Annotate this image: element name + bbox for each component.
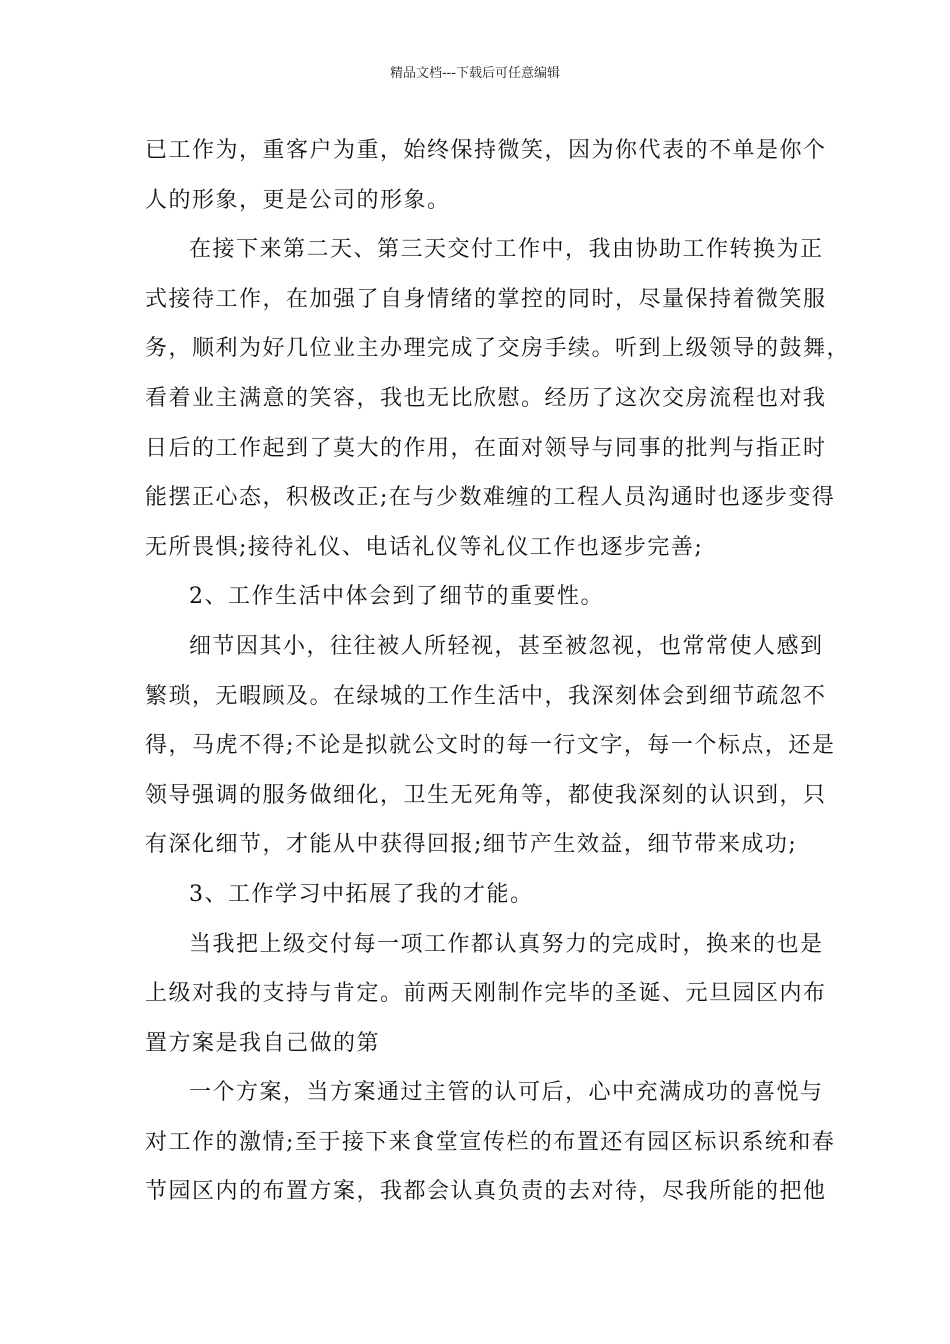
paragraph bbox=[145, 622, 836, 870]
paragraph bbox=[145, 870, 813, 920]
text-line: 看着业主满意的笑容，我也无比欣慰。经历了这次交房流程也对我 bbox=[145, 385, 827, 411]
paragraph bbox=[145, 126, 827, 225]
text-line: 人的形象，更是公司的形象。 bbox=[145, 187, 451, 213]
text-line: 置方案是我自己做的第 bbox=[145, 1030, 381, 1056]
page-header: 精品文档---下载后可任意编辑 bbox=[389, 66, 561, 81]
text-line: 领导强调的服务做细化，卫生无死角等，都使我深刻的认识到，只 bbox=[145, 782, 827, 808]
text-line: 日后的工作起到了莫大的作用，在面对领导与同事的批判与指正时 bbox=[145, 435, 827, 461]
text-line: 上级对我的支持与肯定。前两天刚制作完毕的圣诞、元旦园区内布 bbox=[145, 981, 827, 1007]
paragraph bbox=[145, 920, 827, 1069]
text-line: 细节因其小，往往被人所轻视，甚至被忽视，也常常使人感到 bbox=[189, 633, 824, 659]
text-line: 得，马虎不得;不论是拟就公文时的每一行文字，每一个标点，还是 bbox=[145, 733, 836, 759]
text-line: 在接下来第二天、第三天交付工作中，我由协助工作转换为正 bbox=[189, 237, 824, 263]
text-line: 式接待工作，在加强了自身情绪的掌控的同时，尽量保持着微笑服 bbox=[145, 286, 827, 312]
text-line: 繁琐，无暇顾及。在绿城的工作生活中，我深刻体会到细节疏忽不 bbox=[145, 683, 827, 709]
text-line: 务，顺利为好几位业主办理完成了交房手续。听到上级领导的鼓舞， bbox=[145, 336, 851, 362]
text-line: 3、工作学习中拓展了我的才能。 bbox=[189, 881, 534, 907]
paragraph bbox=[145, 225, 851, 572]
text-line: 已工作为，重客户为重，始终保持微笑，因为你代表的不单是你个 bbox=[145, 138, 827, 163]
text-line: 节园区内的布置方案，我都会认真负责的去对待，尽我所能的把他 bbox=[145, 1179, 827, 1205]
text-line: 对工作的激情;至于接下来食堂宣传栏的布置还有园区标识系统和春 bbox=[145, 1129, 836, 1155]
text-line: 有深化细节，才能从中获得回报;细节产生效益，细节带来成功; bbox=[145, 832, 798, 858]
text-line: 无所畏惧;接待礼仪、电话礼仪等礼仪工作也逐步完善; bbox=[145, 534, 704, 560]
text-line: 一个方案，当方案通过主管的认可后，心中充满成功的喜悦与 bbox=[189, 1080, 824, 1106]
paragraph bbox=[145, 1068, 836, 1217]
text-line: 能摆正心态，积极改正;在与少数难缠的工程人员沟通时也逐步变得 bbox=[145, 485, 836, 511]
text-line: 2、工作生活中体会到了细节的重要性。 bbox=[189, 584, 604, 610]
document-body bbox=[145, 126, 851, 1217]
text-line: 当我把上级交付每一项工作都认真努力的完成时，换来的也是 bbox=[189, 931, 824, 957]
paragraph bbox=[145, 572, 813, 622]
